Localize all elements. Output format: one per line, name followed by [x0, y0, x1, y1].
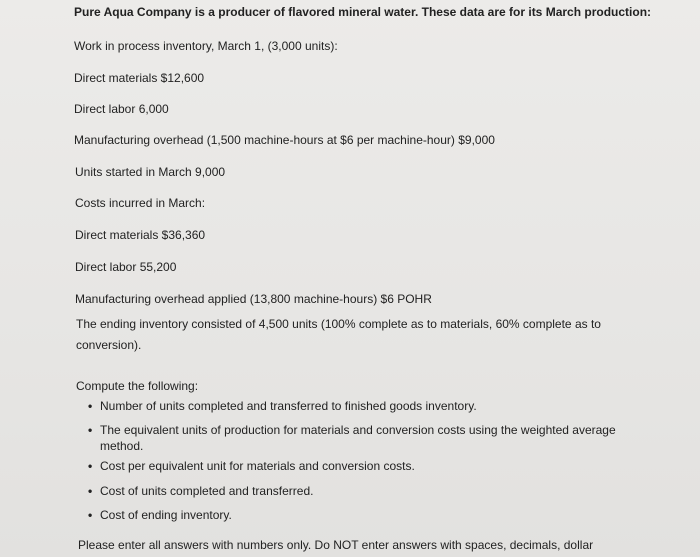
list-item [88, 507, 648, 523]
task-list [88, 396, 648, 523]
task-text: Number of units completed and transferred to finished goods inventory. [100, 399, 477, 413]
list-item [88, 398, 648, 414]
wip-direct-materials: Direct materials $12,600 [74, 71, 205, 85]
wip-overhead: Manufacturing overhead (1,500 machine-hours at $6 per machine-hour) $9,000 [74, 133, 495, 147]
march-direct-labor: Direct labor 55,200 [75, 260, 177, 274]
march-direct-materials: Direct materials $36,360 [75, 228, 206, 242]
ending-inventory-text: The ending inventory consisted of 4,500 units (100% complete as to materials, 60% complete as to conversion). [76, 317, 601, 352]
task-text: Cost of ending inventory. [100, 508, 232, 522]
wip-heading: Work in process inventory, March 1, (3,000 units): [74, 39, 338, 53]
compute-heading: Compute the following: [76, 379, 199, 393]
task-text: The equivalent units of production for materials and conversion costs using the weighted average method. [100, 423, 616, 453]
task-text: Cost of units completed and transferred. [100, 484, 314, 498]
task-text: Cost per equivalent unit for materials and conversion costs. [100, 459, 415, 473]
march-overhead: Manufacturing overhead applied (13,800 machine-hours) $6 POHR [75, 292, 432, 306]
list-item [88, 422, 648, 454]
bullet-icon: • [88, 484, 93, 498]
answer-instructions: Please enter all answers with numbers only. Do NOT enter answers with spaces, decimals, dollar [78, 538, 594, 552]
bullet-icon: • [88, 459, 93, 473]
problem-intro: Pure Aqua Company is a producer of flavored mineral water. These data are for its March production: [74, 5, 652, 19]
costs-heading: Costs incurred in March: [75, 196, 206, 210]
units-started: Units started in March 9,000 [75, 165, 226, 179]
list-item [88, 458, 648, 474]
bullet-icon: • [88, 423, 93, 437]
list-item [88, 483, 648, 499]
bullet-icon: • [88, 508, 93, 522]
wip-direct-labor: Direct labor 6,000 [74, 102, 169, 116]
bullet-icon: • [88, 399, 93, 413]
